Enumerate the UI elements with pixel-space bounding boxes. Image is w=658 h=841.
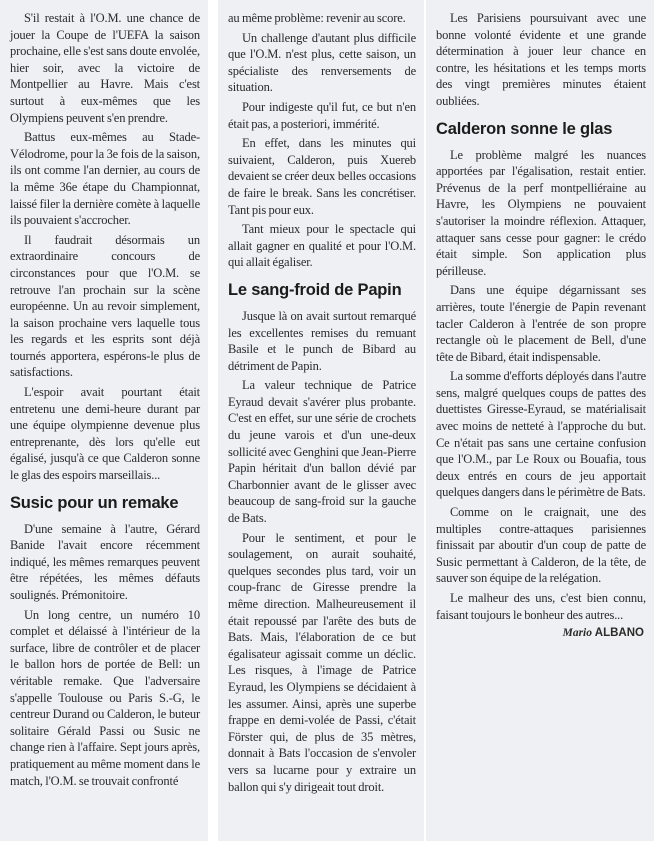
- paragraph: L'espoir avait pourtant était entretenu une demi-heure durant par une équipe olympienne devenue plus entreprenante, dès lors qu'elle eut égalisé, jusqu'à ce que Calderon sonne le glas des espoirs marseillais...: [10, 385, 200, 483]
- paragraph: S'il restait à l'O.M. une chance de jouer la Coupe de l'UEFA la saison prochaine, elle s'est sans doute envolée, hier soir, avec la victoire de Montpellier au Havre. Mais c'est surtout à eux-mêmes que les Olympiens peuvent s'en prendre.: [10, 11, 200, 125]
- author-signature: [436, 627, 646, 639]
- article-column-3: [426, 0, 654, 841]
- section-heading: Calderon sonne le glas: [436, 119, 613, 138]
- paragraph: au même problème: revenir au score.: [228, 11, 406, 25]
- paragraph: Comme on le craignait, une des multiples contre-attaques parisiennes finissait par aboutir d'un coup de patte de Susic permettant à Calderon, de la tête, de sauver son équipe de la relégation.: [436, 505, 646, 586]
- paragraph: Le malheur des uns, c'est bien connu, faisant toujours le bonheur des autres...: [436, 591, 646, 622]
- author-first-name: Mario: [562, 627, 593, 640]
- paragraph: Un long centre, un numéro 10 complet et délaissé à l'intérieur de la surface, libre de contrôler et de placer le ballon hors de portée de Bell: un véritable remake. Que l'adversaire s'appelle Toulouse ou Paris S.-G, le centreur Durand ou Calderon, le buteur solitaire Gérald Passi ou Susic ne change rien à l'affaire. Sept jours après, pratiquement au même moment dans le match, l'O.M. se trouvait confronté: [10, 607, 200, 788]
- paragraph: D'une semaine à l'autre, Gérard Banide l'avait encore récemment indiqué, les mêmes remarques peuvent être répétées, les mêmes défauts soulignés. Prémonitoire.: [10, 521, 200, 602]
- paragraph: Il faudrait désormais un extraordinaire concours de circonstances pour que l'O.M. se retrouve l'an prochain sur la scène européenne. Un au revoir simplement, la saison prochaine vers laquelle tous les regards et les esprits sont déjà tournés apportera, espérons-le plus de satisfactions.: [10, 232, 200, 380]
- paragraph: Jusque là on avait surtout remarqué les excellentes remises du remuant Basile et le punch de Bibard au détriment de Papin.: [228, 308, 416, 373]
- paragraph: Pour le sentiment, et pour le soulagement, on aurait souhaité, quelques secondes plus tard, voir un coup-franc de Giresse prendre la même direction. Malheureusement il était repoussé par l'arête des buts de Bats. Mais, l'élaboration de ce but égalisateur agissait comme un déclic. Les risques, à l'image de Patrice Eyraud, les Olympiens se décidaient à les assumer. Ainsi, après une superbe frappe en demi-volée de Passi, c'était Förster qui, de plus de 35 mètres, donnait à Bats l'occasion de s'envoler vers sa lucarne pour y extraire un ballon qui s'y dirigeait tout droit.: [228, 530, 416, 794]
- paragraph: La valeur technique de Patrice Eyraud devait s'avérer plus probante. C'est en effet, sur une série de crochets du jeune varois et d'un une-deux sollicité avec Genghini que Jean-Pierre Papin héritait d'un ballon dévié par Charbonnier avant de le glisser avec beaucoup de sang-froid sur la gauche de Bats.: [228, 378, 416, 526]
- paragraph: Pour indigeste qu'il fut, ce but n'en était pas, a posteriori, immérité.: [228, 99, 416, 131]
- paragraph: Le problème malgré les nuances apportées par l'égalisation, restait entier. Prévenus de la perf montpelliéraine au Havre, les Olympiens ne pouvaient s'autoriser la moindre réflexion. Attaquer, attaquer sans cesse pour gagner: le crédo était simple. Son application plus périlleuse.: [436, 147, 646, 278]
- section-heading: Susic pour un remake: [10, 493, 179, 512]
- author-last-name: ALBANO: [594, 627, 644, 640]
- column-gutter: [208, 0, 218, 841]
- paragraph: Les Parisiens poursuivant avec une bonne volonté évidente et une grande détermination à jouer leur chance en contre, les hésitations et les temps morts des vingt premières minutes étaient oubliées.: [436, 11, 646, 108]
- paragraph: Tant mieux pour le spectacle qui allait gagner en qualité et pour l'O.M. qui allait égaliser.: [228, 222, 416, 270]
- section-heading: Le sang-froid de Papin: [228, 280, 402, 299]
- paragraph: La somme d'efforts déployés dans l'autre sens, malgré quelques coups de pattes des duettistes Giresse-Eyraud, se matérialisait avec moins de netteté à l'approche du but. Ce n'était pas sans une certaine confusion que l'O.M., par Le Roux ou Bouafia, tous deux entrés en cours de jeu apportait quelques dangers dans le périmètre de Bats.: [436, 369, 646, 500]
- article-column-1: [0, 0, 208, 841]
- article-column-2: [218, 0, 424, 841]
- paragraph: Battus eux-mêmes au Stade-Vélodrome, pour la 3e fois de la saison, ils ont comme l'an dernier, au cours de la même 36e étape du Championnat, laissé filer la dernière comète à laquelle ils pouvaient s'accrocher.: [10, 130, 200, 228]
- paragraph: En effet, dans les minutes qui suivaient, Calderon, puis Xuereb devaient se créer deux belles occasions de faire le break. Sans les concrétiser. Tant pis pour eux.: [228, 136, 416, 217]
- paragraph: Dans une équipe dégarnissant ses arrières, toute l'énergie de Papin revenant tacler Calderon à l'entrée de son propre rectangle où le placement de Bell, d'une tête de Bibard, était indispensable.: [436, 283, 646, 364]
- paragraph: Un challenge d'autant plus difficile que l'O.M. n'est plus, cette saison, un spécialiste des renversements de situation.: [228, 30, 416, 95]
